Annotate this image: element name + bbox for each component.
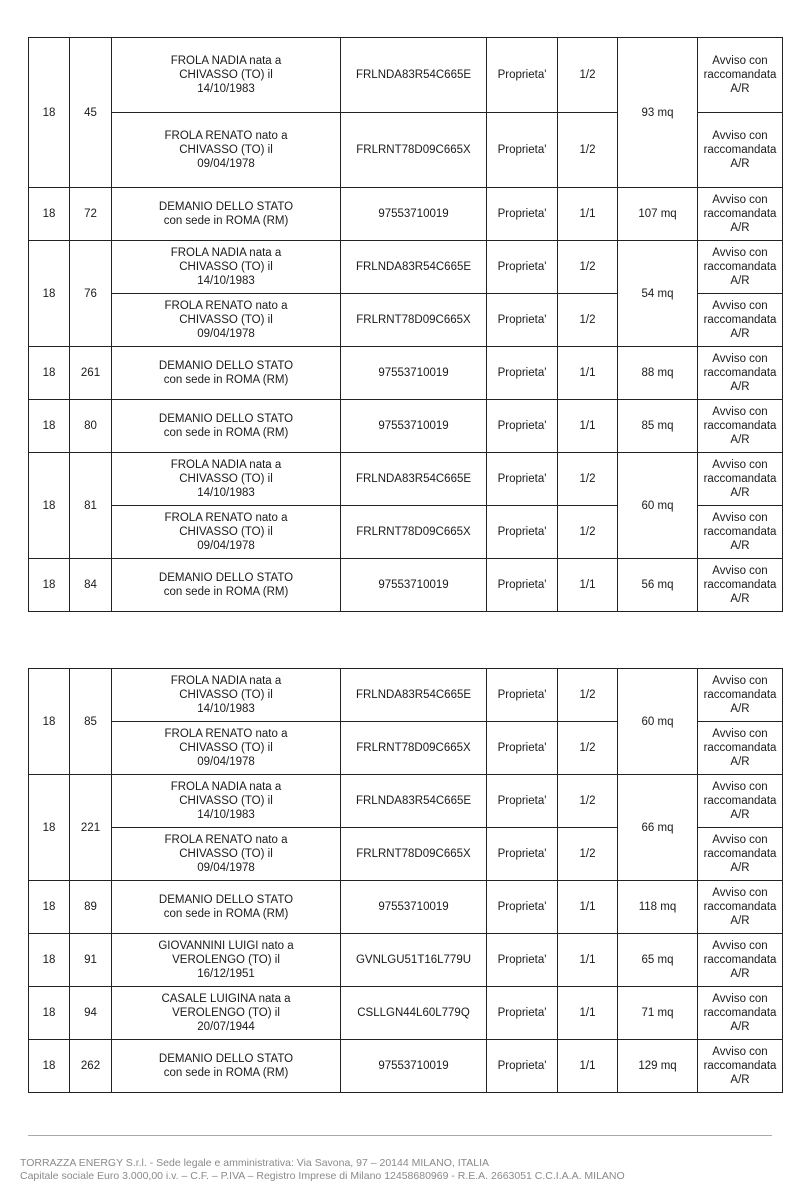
owner-cell: FROLA RENATO nato a CHIVASSO (TO) il 09/04/1978 <box>112 722 341 775</box>
rights-cell: Proprieta' <box>487 347 558 400</box>
owner-cell: FROLA NADIA nata a CHIVASSO (TO) il 14/10/1983 <box>112 38 341 113</box>
owner-cell: FROLA NADIA nata a CHIVASSO (TO) il 14/10/1983 <box>112 241 341 294</box>
area-cell: 85 mq <box>618 400 698 453</box>
quota-cell: 1/2 <box>558 669 618 722</box>
particella-cell: 89 <box>70 881 112 934</box>
fiscal-code-cell: FRLRNT78D09C665X <box>341 828 487 881</box>
owner-cell: FROLA RENATO nato a CHIVASSO (TO) il 09/04/1978 <box>112 506 341 559</box>
quota-cell: 1/2 <box>558 241 618 294</box>
table-row <box>29 347 783 400</box>
owner-cell: DEMANIO DELLO STATO con sede in ROMA (RM) <box>112 347 341 400</box>
parcel-table-1 <box>28 37 783 188</box>
table-row <box>29 987 783 1040</box>
particella-cell: 262 <box>70 1040 112 1093</box>
area-cell: 54 mq <box>618 241 698 347</box>
quota-cell: 1/1 <box>558 188 618 241</box>
parcel-table-3 <box>28 668 783 1093</box>
area-cell: 60 mq <box>618 453 698 559</box>
notice-cell: Avviso con raccomandata A/R <box>698 669 783 722</box>
owner-cell: DEMANIO DELLO STATO con sede in ROMA (RM) <box>112 881 341 934</box>
rights-cell: Proprieta' <box>487 987 558 1040</box>
notice-cell: Avviso con raccomandata A/R <box>698 881 783 934</box>
notice-cell: Avviso con raccomandata A/R <box>698 828 783 881</box>
parcel-table-2 <box>28 187 783 612</box>
particella-cell: 85 <box>70 669 112 775</box>
quota-cell: 1/2 <box>558 506 618 559</box>
table-row <box>29 241 783 294</box>
fiscal-code-cell: 97553710019 <box>341 188 487 241</box>
rights-cell: Proprieta' <box>487 188 558 241</box>
fiscal-code-cell: 97553710019 <box>341 347 487 400</box>
fiscal-code-cell: FRLNDA83R54C665E <box>341 669 487 722</box>
owner-cell: FROLA RENATO nato a CHIVASSO (TO) il 09/04/1978 <box>112 294 341 347</box>
owner-cell: FROLA NADIA nata a CHIVASSO (TO) il 14/10/1983 <box>112 775 341 828</box>
owner-cell: FROLA NADIA nata a CHIVASSO (TO) il 14/10/1983 <box>112 669 341 722</box>
table-row <box>29 453 783 506</box>
parcel-table-body <box>29 669 783 1093</box>
notice-cell: Avviso con raccomandata A/R <box>698 294 783 347</box>
area-cell: 71 mq <box>618 987 698 1040</box>
table-row <box>29 400 783 453</box>
parcel-table-body <box>29 188 783 612</box>
quota-cell: 1/2 <box>558 294 618 347</box>
notice-cell: Avviso con raccomandata A/R <box>698 1040 783 1093</box>
fiscal-code-cell: 97553710019 <box>341 559 487 612</box>
fiscal-code-cell: FRLRNT78D09C665X <box>341 506 487 559</box>
rights-cell: Proprieta' <box>487 38 558 113</box>
area-cell: 88 mq <box>618 347 698 400</box>
quota-cell: 1/1 <box>558 559 618 612</box>
quota-cell: 1/1 <box>558 881 618 934</box>
foglio-cell: 18 <box>29 1040 70 1093</box>
rights-cell: Proprieta' <box>487 294 558 347</box>
table-row <box>29 881 783 934</box>
table-row <box>29 38 783 113</box>
quota-cell: 1/2 <box>558 775 618 828</box>
foglio-cell: 18 <box>29 669 70 775</box>
notice-cell: Avviso con raccomandata A/R <box>698 453 783 506</box>
rights-cell: Proprieta' <box>487 881 558 934</box>
owner-cell: GIOVANNINI LUIGI nato a VEROLENGO (TO) il 16/12/1951 <box>112 934 341 987</box>
fiscal-code-cell: 97553710019 <box>341 881 487 934</box>
foglio-cell: 18 <box>29 400 70 453</box>
particella-cell: 221 <box>70 775 112 881</box>
owner-cell: DEMANIO DELLO STATO con sede in ROMA (RM) <box>112 1040 341 1093</box>
table-row <box>29 669 783 722</box>
owner-cell: FROLA NADIA nata a CHIVASSO (TO) il 14/10/1983 <box>112 453 341 506</box>
rights-cell: Proprieta' <box>487 722 558 775</box>
table-row <box>29 775 783 828</box>
quota-cell: 1/2 <box>558 38 618 113</box>
foglio-cell: 18 <box>29 775 70 881</box>
fiscal-code-cell: FRLRNT78D09C665X <box>341 113 487 188</box>
owner-cell: FROLA RENATO nato a CHIVASSO (TO) il 09/04/1978 <box>112 828 341 881</box>
notice-cell: Avviso con raccomandata A/R <box>698 506 783 559</box>
notice-cell: Avviso con raccomandata A/R <box>698 934 783 987</box>
fiscal-code-cell: CSLLGN44L60L779Q <box>341 987 487 1040</box>
foglio-cell: 18 <box>29 241 70 347</box>
foglio-cell: 18 <box>29 934 70 987</box>
parcel-table-body <box>29 38 783 188</box>
particella-cell: 84 <box>70 559 112 612</box>
rights-cell: Proprieta' <box>487 453 558 506</box>
particella-cell: 261 <box>70 347 112 400</box>
notice-cell: Avviso con raccomandata A/R <box>698 188 783 241</box>
notice-cell: Avviso con raccomandata A/R <box>698 347 783 400</box>
rights-cell: Proprieta' <box>487 1040 558 1093</box>
footer-line-2: Capitale sociale Euro 3.000,00 i.v. – C.F. – P.IVA – Registro Imprese di Milano 12458680969 - R.E.A. 2663051 C.C.I.A.A. MILANO <box>20 1170 625 1182</box>
rights-cell: Proprieta' <box>487 506 558 559</box>
notice-cell: Avviso con raccomandata A/R <box>698 775 783 828</box>
owner-cell: CASALE LUIGINA nata a VEROLENGO (TO) il 20/07/1944 <box>112 987 341 1040</box>
quota-cell: 1/2 <box>558 828 618 881</box>
particella-cell: 72 <box>70 188 112 241</box>
fiscal-code-cell: FRLRNT78D09C665X <box>341 722 487 775</box>
rights-cell: Proprieta' <box>487 113 558 188</box>
area-cell: 118 mq <box>618 881 698 934</box>
foglio-cell: 18 <box>29 987 70 1040</box>
area-cell: 129 mq <box>618 1040 698 1093</box>
quota-cell: 1/1 <box>558 347 618 400</box>
quota-cell: 1/2 <box>558 453 618 506</box>
fiscal-code-cell: GVNLGU51T16L779U <box>341 934 487 987</box>
quota-cell: 1/1 <box>558 934 618 987</box>
owner-cell: FROLA RENATO nato a CHIVASSO (TO) il 09/04/1978 <box>112 113 341 188</box>
particella-cell: 80 <box>70 400 112 453</box>
area-cell: 93 mq <box>618 38 698 188</box>
foglio-cell: 18 <box>29 559 70 612</box>
rights-cell: Proprieta' <box>487 934 558 987</box>
foglio-cell: 18 <box>29 453 70 559</box>
rights-cell: Proprieta' <box>487 241 558 294</box>
area-cell: 65 mq <box>618 934 698 987</box>
fiscal-code-cell: FRLNDA83R54C665E <box>341 241 487 294</box>
area-cell: 56 mq <box>618 559 698 612</box>
notice-cell: Avviso con raccomandata A/R <box>698 38 783 113</box>
foglio-cell: 18 <box>29 188 70 241</box>
foglio-cell: 18 <box>29 881 70 934</box>
fiscal-code-cell: FRLRNT78D09C665X <box>341 294 487 347</box>
rights-cell: Proprieta' <box>487 669 558 722</box>
notice-cell: Avviso con raccomandata A/R <box>698 400 783 453</box>
owner-cell: DEMANIO DELLO STATO con sede in ROMA (RM) <box>112 188 341 241</box>
rights-cell: Proprieta' <box>487 559 558 612</box>
foglio-cell: 18 <box>29 38 70 188</box>
area-cell: 66 mq <box>618 775 698 881</box>
fiscal-code-cell: 97553710019 <box>341 400 487 453</box>
notice-cell: Avviso con raccomandata A/R <box>698 241 783 294</box>
particella-cell: 76 <box>70 241 112 347</box>
quota-cell: 1/2 <box>558 113 618 188</box>
fiscal-code-cell: FRLNDA83R54C665E <box>341 775 487 828</box>
quota-cell: 1/1 <box>558 987 618 1040</box>
notice-cell: Avviso con raccomandata A/R <box>698 113 783 188</box>
notice-cell: Avviso con raccomandata A/R <box>698 987 783 1040</box>
foglio-cell: 18 <box>29 347 70 400</box>
table-row <box>29 934 783 987</box>
area-cell: 107 mq <box>618 188 698 241</box>
footer-line-1: TORRAZZA ENERGY S.r.l. - Sede legale e amministrativa: Via Savona, 97 – 20144 MILANO, ITALIA <box>20 1157 490 1169</box>
fiscal-code-cell: 97553710019 <box>341 1040 487 1093</box>
fiscal-code-cell: FRLNDA83R54C665E <box>341 453 487 506</box>
table-row <box>29 188 783 241</box>
fiscal-code-cell: FRLNDA83R54C665E <box>341 38 487 113</box>
footer-divider <box>28 1135 772 1136</box>
quota-cell: 1/2 <box>558 722 618 775</box>
notice-cell: Avviso con raccomandata A/R <box>698 559 783 612</box>
particella-cell: 81 <box>70 453 112 559</box>
owner-cell: DEMANIO DELLO STATO con sede in ROMA (RM) <box>112 559 341 612</box>
particella-cell: 45 <box>70 38 112 188</box>
owner-cell: DEMANIO DELLO STATO con sede in ROMA (RM) <box>112 400 341 453</box>
notice-cell: Avviso con raccomandata A/R <box>698 722 783 775</box>
quota-cell: 1/1 <box>558 1040 618 1093</box>
company-footer <box>20 1157 790 1183</box>
table-row <box>29 559 783 612</box>
rights-cell: Proprieta' <box>487 775 558 828</box>
rights-cell: Proprieta' <box>487 400 558 453</box>
particella-cell: 94 <box>70 987 112 1040</box>
table-row <box>29 1040 783 1093</box>
rights-cell: Proprieta' <box>487 828 558 881</box>
particella-cell: 91 <box>70 934 112 987</box>
quota-cell: 1/1 <box>558 400 618 453</box>
area-cell: 60 mq <box>618 669 698 775</box>
